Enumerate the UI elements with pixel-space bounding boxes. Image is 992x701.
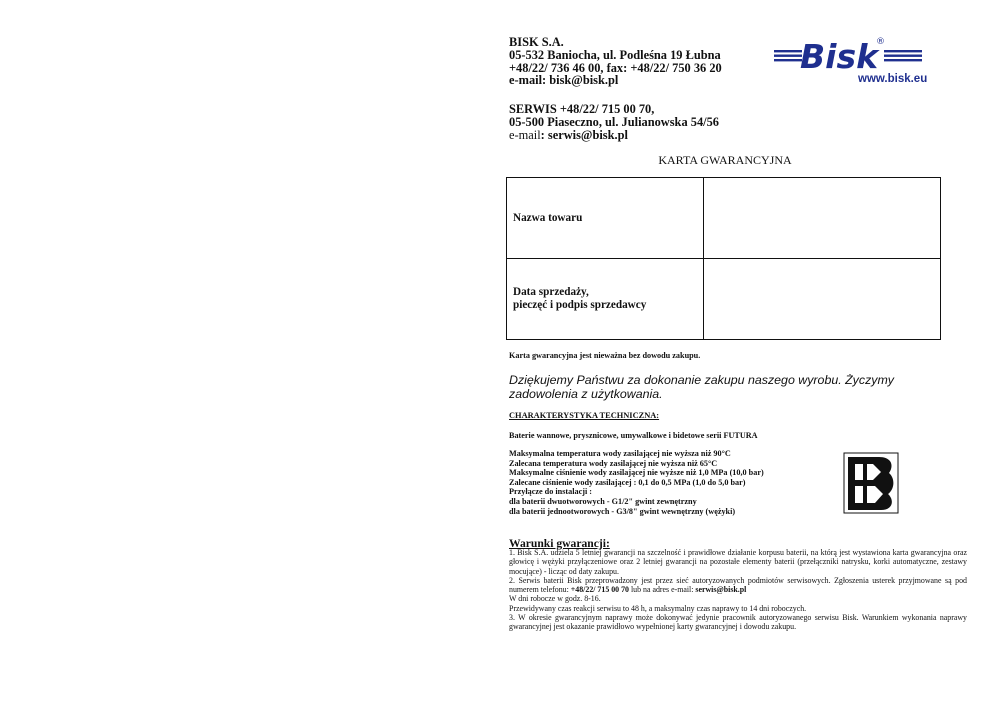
service-times: Przewidywany czas reakcji serwisu to 48 h, a maksymalny czas naprawy to 14 dni roboczych.	[509, 603, 807, 613]
warranty-conditions	[509, 548, 967, 632]
table-row	[507, 178, 941, 259]
spec-line: Maksymalna temperatura wody zasilającej nie wyższa niż 90°C	[509, 449, 731, 458]
warranty-point-2-text: 2. Serwis baterii Bisk przeprowadzony jest przez sieć autoryzowanych podmiotów serwisowych. Zgłoszenia usterek przyjmowane są pod numerem telefonu:	[509, 575, 967, 595]
spec-line: Zalecana temperatura wody zasilającej nie wyższa niż 65°C	[509, 458, 718, 468]
validity-note: Karta gwarancyjna jest nieważna bez dowodu zakupu.	[509, 351, 701, 360]
logo-wordmark: Bisk	[800, 37, 879, 76]
tech-heading: CHARAKTERYSTYKA TECHNICZNA:	[509, 411, 660, 420]
company-name: BISK S.A.	[509, 35, 564, 49]
service-email-label: e-mail	[509, 127, 541, 142]
spec-line: Maksymalne ciśnienie wody zasilającej nie wyższe niż 1,0 MPa (10,0 bar)	[509, 468, 764, 478]
service-email-address: serwis@bisk.pl	[695, 585, 747, 595]
company-email: e-mail: bisk@bisk.pl	[509, 73, 619, 88]
spec-line: Przyłącze do instalacji :	[509, 487, 592, 497]
bisk-logo	[772, 33, 936, 85]
warranty-point-3: 3. W okresie gwarancyjnym naprawy może dokonywać jedynie pracownik autoryzowanego serwisu Bisk. Warunkiem wykonania naprawy gwarancyjnej jest okazanie prawidłowo wypełnionej karty gwarancyjnej i dowodu zakupu.	[509, 613, 967, 632]
service-phone: SERWIS +48/22/ 715 00 70,	[509, 102, 655, 116]
product-name-value[interactable]	[704, 178, 941, 259]
sale-date-label-line2: pieczęć i podpis sprzedawcy	[513, 299, 647, 311]
warranty-point-1: 1. Bisk S.A. udziela 5 letniej gwarancji na szczelność i prawidłowe działanie korpusu baterii, na którą jest wystawiona karta gwarancyjna oraz głowicę i wężyki przyłączeniowe oraz 2 letniej gwarancji na pozostałe elementy baterii (przełączniki natrysku, korki automatyczne, zestawy mocujące) - licząc od daty zakupu.	[509, 548, 967, 576]
service-block	[509, 103, 719, 141]
warranty-table	[506, 177, 941, 340]
spec-line: Zalecane ciśnienie wody zasilającej : 0,1 do 0,5 MPa (1,0 do 5,0 bar)	[509, 477, 746, 487]
company-address: 05-532 Baniocha, ul. Podleśna 19 Łubna	[509, 47, 721, 62]
warranty-point-2	[509, 576, 967, 595]
company-address-block	[509, 36, 722, 87]
service-email-value: : serwis@bisk.pl	[540, 127, 628, 142]
sale-date-label	[507, 259, 704, 340]
sale-date-value[interactable]	[704, 259, 941, 340]
logo-url: www.bisk.eu	[858, 73, 928, 85]
service-phone-number: +48/22/ 715 00 70	[570, 585, 629, 595]
company-phones: +48/22/ 736 46 00, fax: +48/22/ 750 36 20	[509, 60, 722, 75]
spec-line: dla baterii dwuotworowych - G1/2" gwint zewnętrzny	[509, 496, 697, 506]
tech-series: Baterie wannowe, prysznicowe, umywalkowe i bidetowe serii FUTURA	[509, 431, 758, 440]
warranty-heading: Warunki gwarancji:	[509, 537, 610, 550]
bisk-emblem-icon	[843, 452, 899, 514]
warranty-point-2-mid: lub na adres e-mail:	[629, 585, 696, 595]
table-row	[507, 259, 941, 340]
product-name-label-text: Nazwa towaru	[513, 211, 583, 224]
service-address: 05-500 Piaseczno, ul. Julianowska 54/56	[509, 114, 719, 129]
thank-you-message: Dziękujemy Państwu za dokonanie zakupu naszego wyrobu. Życzymy zadowolenia z użytkowania.	[509, 373, 894, 401]
tech-specs	[509, 449, 764, 516]
sale-date-label-line1: Data sprzedaży,	[513, 286, 589, 298]
card-title: KARTA GWARANCYJNA	[658, 153, 792, 167]
service-hours: W dni robocze w godz. 8-16.	[509, 594, 601, 604]
product-name-label	[507, 178, 704, 259]
spec-line: dla baterii jednootworowych - G3/8" gwint wewnętrzny (wężyki)	[509, 506, 736, 516]
logo-registered: ®	[876, 37, 885, 47]
service-email	[509, 129, 719, 142]
